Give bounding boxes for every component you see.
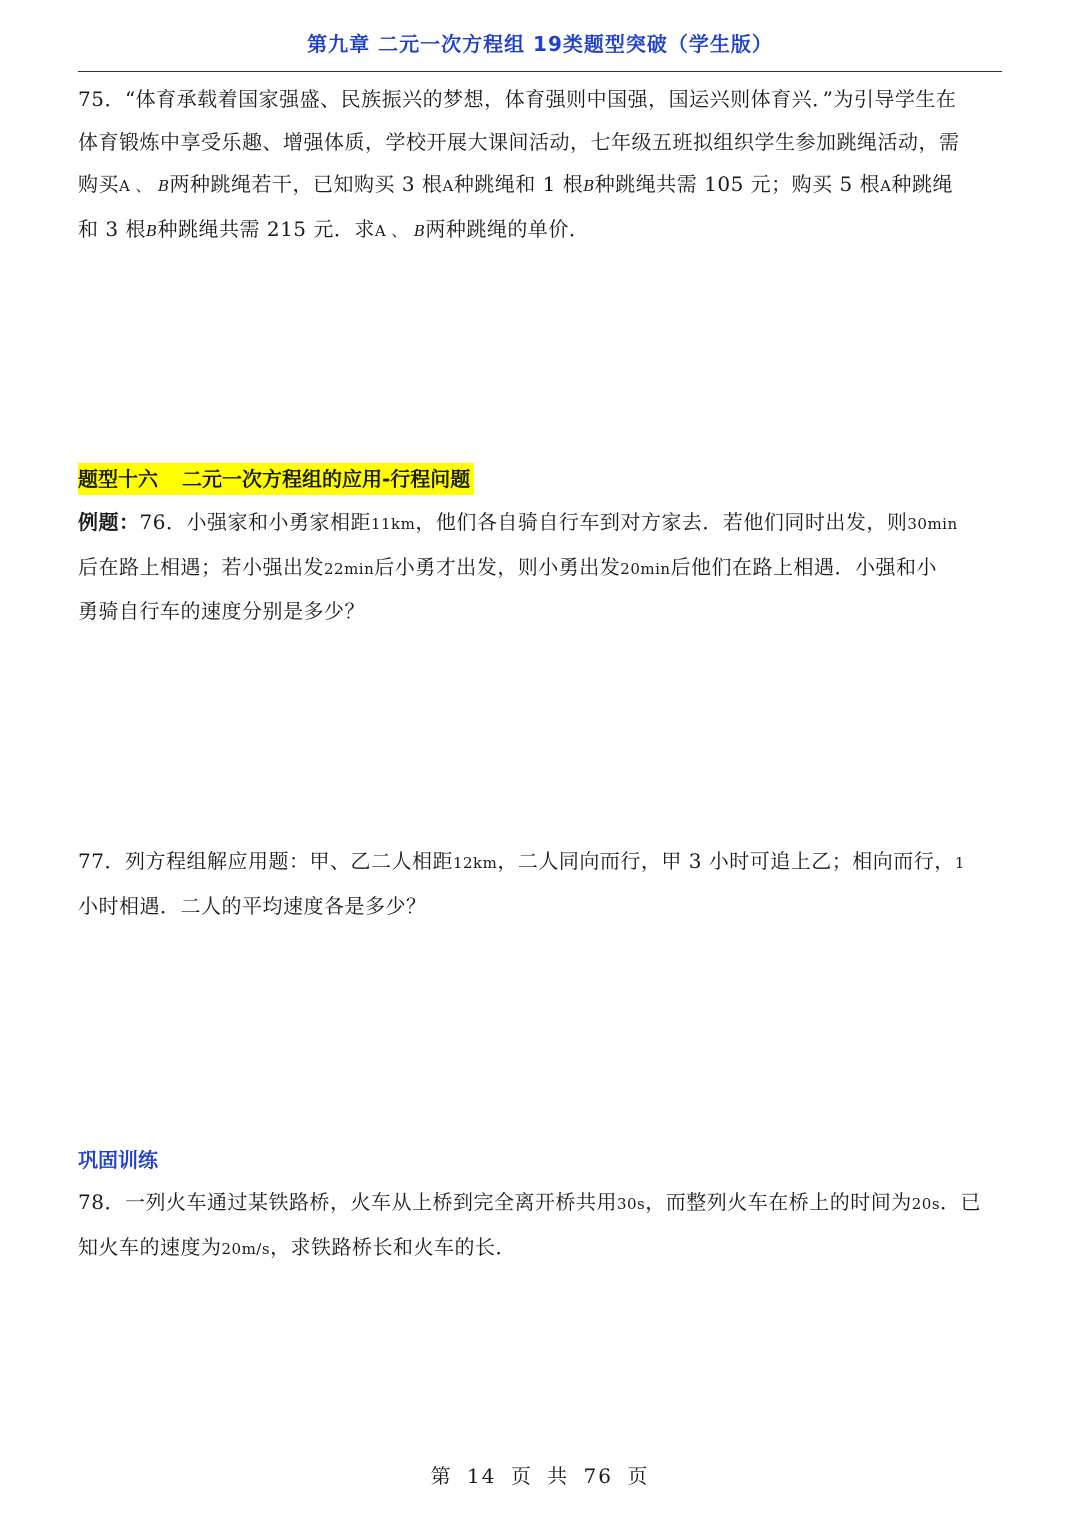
q75-line-3: 购买A 、 B两种跳绳若干，已知购买 3 根A种跳绳和 1 根B种跳绳共需 105 元；购买 5 根A种跳绳 [78, 172, 953, 196]
var-b: B [145, 221, 158, 240]
var-a: A [374, 221, 387, 240]
q78-line-1: 78．一列火车通过某铁路桥，火车从上桥到完全离开桥共用30s，而整列火车在桥上的时间为20s．已 [78, 1190, 982, 1214]
var-b: B [413, 221, 426, 240]
section-label: 题型十六 [78, 467, 158, 491]
q76-line-3: 勇骑自行车的速度分别是多少？ [78, 599, 365, 623]
var-a: A [442, 177, 454, 195]
var-a: A [880, 177, 892, 195]
example-label: 例题： [78, 510, 140, 534]
q76-line-2: 后在路上相遇；若小强出发22min后小勇才出发，则小勇出发20min后他们在路上相遇．小强和小 [78, 554, 938, 579]
practice-heading: 巩固训练 [78, 1148, 158, 1172]
question-76 [78, 501, 1002, 633]
var-a: A [119, 177, 131, 195]
q77-line-2: 小时相遇．二人的平均速度各是多少？ [78, 893, 427, 918]
q76-line-1: 例题：76．小强家和小勇家相距11km，他们各自骑自行车到对方家去．若他们同时出发，则30min [78, 510, 958, 534]
section-heading [78, 463, 474, 495]
q75-line-1: 75．“体育承载着国家强盛、民族振兴的梦想，体育强则中国强，国运兴则体育兴．”为引导学生在 [78, 87, 957, 111]
section-title-text: 二元一次方程组的应用-行程问题 [182, 467, 471, 491]
q75-line-4: 和 3 根B种跳绳共需 215 元．求A 、 B两种跳绳的单价． [78, 216, 590, 241]
header-divider [78, 71, 1002, 72]
page-footer: 第 14 页 共 76 页 [430, 1464, 650, 1488]
var-b: B [157, 177, 170, 195]
page-header-title: 第九章 二元一次方程组 19类题型突破（学生版） [307, 32, 773, 56]
question-77 [78, 840, 1002, 927]
total-pages: 76 [583, 1464, 613, 1488]
q78-line-2: 知火车的速度为20m/s，求铁路桥长和火车的长． [78, 1234, 517, 1259]
var-b: B [583, 177, 595, 195]
q75-line-2: 体育锻炼中享受乐趣、增强体质，学校开展大课间活动，七年级五班拟组织学生参加跳绳活动，需 [78, 129, 960, 154]
question-75 [78, 78, 1002, 252]
question-78 [78, 1181, 1002, 1270]
q77-line-1: 77．列方程组解应用题：甲、乙二人相距12km，二人同向而行，甲 3 小时可追上乙；相向而行，1 [78, 849, 965, 873]
page-number: 14 [467, 1464, 497, 1488]
